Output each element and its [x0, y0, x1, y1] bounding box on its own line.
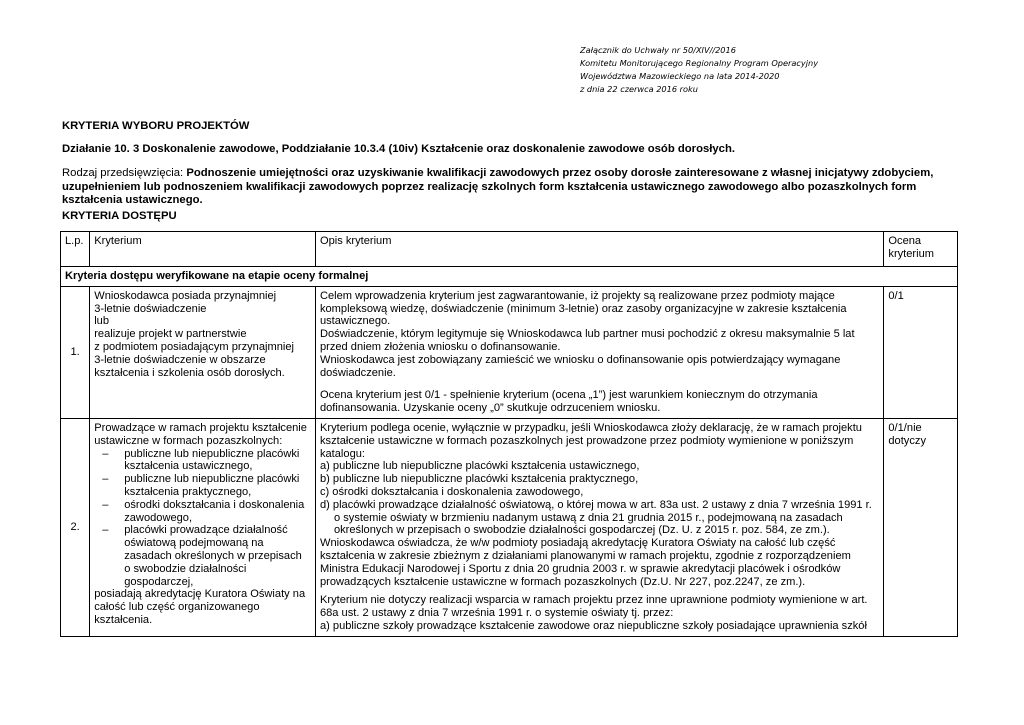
criterion-outro: posiadają akredytację Kuratora Oświaty na całość lub część organizowanego kształcenia.: [94, 588, 306, 626]
description-line: b) publiczne lub niepubliczne placówki kształcenia praktycznego,: [319, 473, 639, 486]
list-item: – publiczne lub niepubliczne placówki kształcenia ustawicznego,: [124, 448, 311, 474]
description-paragraph: Wnioskodawca oświadcza, że w/w podmioty posiadają akredytację Kuratora Oświaty na całość lub część kształcenia w zakresie zbieżnym z działaniami planowanymi w ramach projektu, zgodnie z rozporządzeniem Ministra Edukacji Narodowej i Sportu z dnia 20 grudnia 2003 r. w sprawie akredytacji placówek i ośrodków prowadzących kształcenie ustawiczne w formach pozaszkolnych (Dz.U. Nr 227, poz.2247, ze zm.).: [319, 537, 851, 588]
header-rating: [884, 232, 958, 267]
header-rating-line: kryterium: [888, 247, 935, 260]
intro-text: Podnoszenie umiejętności oraz uzyskiwanie kwalifikacji zawodowych przez osoby dorosłe zainteresowane z własnej inicjatywy zdobyciem, uzupełnieniem lub podnoszeniem kwalifikacji zawodowych poprzez realizację szkolnych form kształcenia ustawicznego zawodowego albo pozaszkolnych form kształcenia ustawicznego.: [62, 167, 934, 207]
section-row-label: Kryteria dostępu weryfikowane na etapie oceny formalnej: [61, 267, 958, 287]
criterion-line: 3-letnie doświadczenie: [94, 302, 207, 315]
rating-cell: 0/1: [884, 286, 958, 418]
description-paragraph: Wnioskodawca jest zobowiązany zamieścić we wniosku o dofinansowanie opis potwierdzający wymagane doświadczenie.: [319, 353, 841, 379]
header-description: Opis kryterium: [315, 232, 883, 267]
description-paragraph: Doświadczenie, którym legitymuje się Wnioskodawca lub partner musi pochodzić z okresu maksymalnie 5 lat przed dniem złożenia wniosku o dofinansowanie.: [319, 328, 855, 353]
criterion-cell: [90, 286, 316, 418]
description-cell: [315, 286, 883, 418]
annex-line: Województwa Mazowieckiego na lata 2014-2020: [580, 71, 780, 81]
table-row: [61, 418, 958, 636]
header-criterion: Kryterium: [90, 232, 316, 267]
description-cell: [315, 418, 883, 636]
criterion-line: 3-letnie doświadczenie w obszarze: [94, 353, 266, 366]
table-row: [61, 286, 958, 418]
description-line: a) publiczne szkoły prowadzące kształcenie zawodowe oraz niepubliczne szkoły posiadające uprawnienia szkół: [319, 619, 867, 632]
table-header-row: [61, 232, 958, 267]
criterion-line: realizuje projekt w partnerstwie: [94, 328, 247, 341]
description-paragraph: Celem wprowadzenia kryterium jest zagwarantowanie, iż projekty są realizowane przez podmioty mające kompleksową wiedzę, doświadczenie (minimum 3-letnie) oraz zasoby organizacyjne w zakresie kształcenia ustawicznego.: [319, 289, 847, 328]
description-paragraph: Kryterium nie dotyczy realizacji wsparcia w ramach projektu przez inne uprawnione podmioty wymienione w art. 68a ust. 2 ustawy z dnia 7 września 1991 r. o systemie oświaty tj. przez:: [319, 594, 868, 620]
description-note: Ocena kryterium jest 0/1 - spełnienie kryterium (ocena „1”) jest warunkiem koniecznym do otrzymania dofinansowania. Uzyskanie oceny „0” skutkuje odrzuceniem wniosku.: [319, 389, 818, 415]
rating-line: dotyczy: [888, 434, 926, 447]
header-lp: L.p.: [61, 232, 90, 267]
description-indent: o systemie oświaty w brzmieniu nadanym ustawą z dnia 21 grudnia 2015 r., podejmowaną na zasadach określonych w przepisach o swobodzie działalności gospodarczej (Dz. U. z 2015 r. poz. 584, ze zm.).: [333, 511, 843, 537]
rating-cell: [884, 418, 958, 636]
list-item: – placówki prowadzące działalność oświatową podejmowaną na zasadach określonych w przepisach o swobodzie działalności gospodarczej,: [124, 524, 311, 588]
criterion-line: z podmiotem posiadającym przynajmniej: [94, 340, 294, 353]
annex-line: z dnia 22 czerwca 2016 roku: [580, 84, 698, 94]
rating-line: 0/1/nie: [888, 421, 922, 434]
description-line: d) placówki prowadzące działalność oświatową, o której mowa w art. 83a ust. 2 ustawy z dnia 7 września 1991 r.: [319, 498, 872, 511]
criterion-line: Wnioskodawca posiada przynajmniej: [94, 289, 277, 302]
criterion-intro: Prowadzące w ramach projektu kształcenie ustawiczne w formach pozaszkolnych:: [94, 421, 307, 447]
section-title: KRYTERIA DOSTĘPU: [62, 210, 177, 222]
list-item: – publiczne lub niepubliczne placówki kształcenia praktycznego,: [124, 473, 311, 499]
criterion-cell: [90, 418, 316, 636]
criterion-line: lub: [94, 315, 110, 328]
row-number: 2.: [61, 418, 90, 636]
annex-line: Załącznik do Uchwały nr 50/XIV//2016: [580, 45, 736, 55]
action-heading: Działanie 10. 3 Doskonalenie zawodowe, Poddziałanie 10.3.4 (10iv) Kształcenie oraz doskonalenie zawodowe osób dorosłych.: [62, 143, 735, 155]
header-rating-line: Ocena: [888, 235, 922, 247]
row-number: 1.: [61, 286, 90, 418]
document-title: KRYTERIA WYBORU PROJEKTÓW: [62, 120, 250, 132]
table-section-row: [61, 267, 958, 287]
criterion-list: [94, 448, 311, 589]
criterion-line: kształcenia i szkolenia osób dorosłych.: [94, 366, 285, 379]
criteria-table: [60, 231, 958, 637]
annex-line: Komitetu Monitorującego Regionalny Program Operacyjny: [580, 58, 819, 68]
description-line: c) ośrodki dokształcania i doskonalenia zawodowego,: [319, 485, 584, 498]
intro-label: Rodzaj przedsięwzięcia:: [62, 167, 187, 179]
list-item: – ośrodki dokształcania i doskonalenia zawodowego,: [124, 499, 311, 525]
description-line: a) publiczne lub niepubliczne placówki kształcenia ustawicznego,: [319, 460, 640, 473]
annex-header: [580, 44, 818, 96]
description-paragraph: Kryterium podlega ocenie, wyłącznie w przypadku, jeśli Wnioskodawca złoży deklarację, że w ramach projektu kształcenie ustawiczne w formach pozaszkolnych jest prowadzone przez podmioty wymienione w poniższym katalogu:: [319, 421, 862, 460]
intro-paragraph: [62, 167, 962, 208]
